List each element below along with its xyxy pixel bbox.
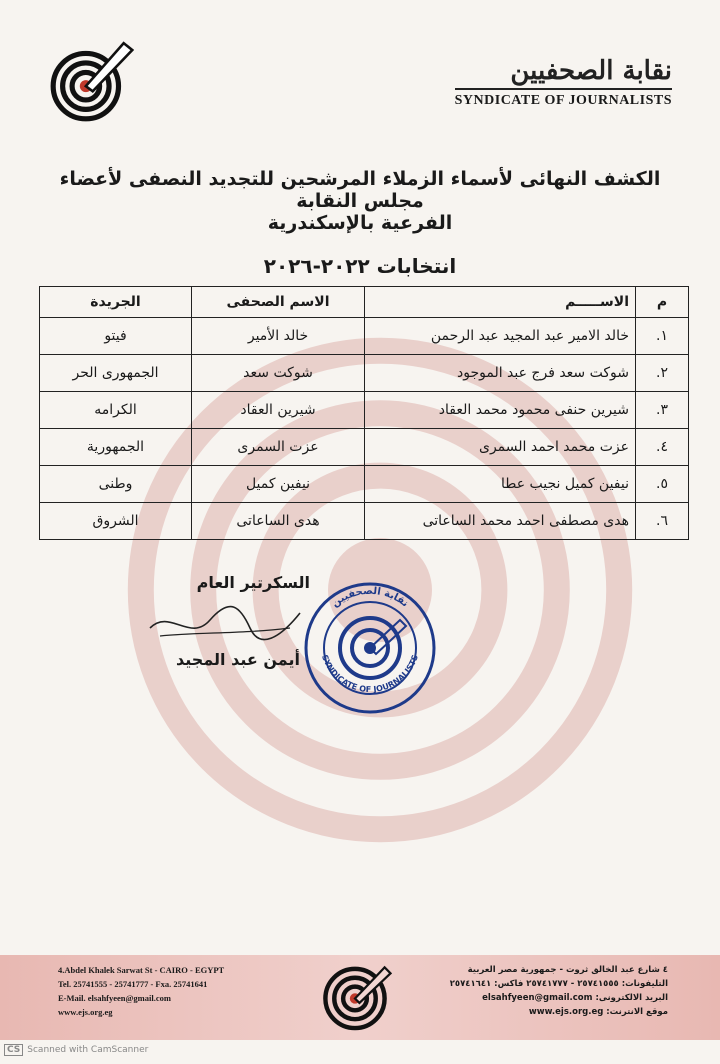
footer-address: 4.Abdel Khalek Sarwat St - CAIRO - EGYPT <box>58 965 225 975</box>
camscanner-badge <box>4 1044 148 1056</box>
row-paper: الجمهورية <box>40 429 192 466</box>
header-short-name: الاسم الصحفى <box>192 287 365 318</box>
footer-email: E-Mail. elsahfyeen@gmail.com <box>58 993 171 1003</box>
row-name: شيرين حنفى محمود محمد العقاد <box>365 392 636 429</box>
row-short-name: نيفين كميل <box>192 466 365 503</box>
secretary-name: أيمن عبد المجيد <box>176 650 300 669</box>
row-name: خالد الامير عبد المجيد عبد الرحمن <box>365 318 636 355</box>
row-paper: الكرامه <box>40 392 192 429</box>
row-num: ٥. <box>636 466 689 503</box>
footer-address-ar: ٤ شارع عبد الخالق ثروت - جمهورية مصر العربية <box>467 965 668 975</box>
brand-english: SYNDICATE OF JOURNALISTS <box>455 88 672 109</box>
row-short-name: هدى الساعاتى <box>192 503 365 540</box>
table-row <box>40 503 689 540</box>
footer-website: www.ejs.org.eg <box>58 1007 113 1017</box>
header-name: الاســـــم <box>365 287 636 318</box>
row-short-name: خالد الأمير <box>192 318 365 355</box>
footer-logo-icon <box>318 960 392 1034</box>
row-paper: وطنى <box>40 466 192 503</box>
footer-arabic <box>450 963 668 1019</box>
footer-english <box>58 963 224 1019</box>
syndicate-logo-icon <box>48 38 134 124</box>
row-name: شوكت سعد فرج عبد الموجود <box>365 355 636 392</box>
footer-phone: Tel. 25741555 - 25741777 - Fxa. 25741641 <box>58 979 208 989</box>
row-paper: الشروق <box>40 503 192 540</box>
stamp-english-text: SYNDICATE OF JOURNALISTS <box>320 653 420 695</box>
row-paper: فيتو <box>40 318 192 355</box>
table-row <box>40 429 689 466</box>
document-title-line3: انتخابات ٢٠٢٢-٢٠٢٦ <box>263 254 457 278</box>
row-num: ٢. <box>636 355 689 392</box>
table-row <box>40 392 689 429</box>
document-title-line1: الكشف النهائى لأسماء الزملاء المرشحين للتجديد النصفى لأعضاء مجلس النقابة <box>59 168 661 212</box>
row-paper: الجمهورى الحر <box>40 355 192 392</box>
row-num: ٤. <box>636 429 689 466</box>
header-paper: الجريدة <box>40 287 192 318</box>
brand-arabic: نقابة الصحفيين <box>510 56 672 86</box>
row-num: ٦. <box>636 503 689 540</box>
official-stamp-icon <box>300 578 440 718</box>
secretary-title: السكرتير العام <box>196 573 310 592</box>
row-name: هدى مصطفى احمد محمد الساعاتى <box>365 503 636 540</box>
signature-scribble-icon <box>140 598 310 648</box>
table-row <box>40 355 689 392</box>
row-num: ٣. <box>636 392 689 429</box>
table-row <box>40 318 689 355</box>
camscanner-text: Scanned with CamScanner <box>27 1045 149 1055</box>
row-num: ١. <box>636 318 689 355</box>
footer-email-ar: البريد الالكترونى: elsahfyeen@gmail.com <box>482 993 668 1003</box>
header-num: م <box>636 287 689 318</box>
table-row <box>40 466 689 503</box>
row-short-name: شيرين العقاد <box>192 392 365 429</box>
stamp-arabic-text: نقابة الصحفيين <box>329 585 411 610</box>
row-short-name: عزت السمرى <box>192 429 365 466</box>
document-title-line2: الفرعية بالإسكندرية <box>267 212 453 234</box>
row-name: عزت محمد احمد السمرى <box>365 429 636 466</box>
row-short-name: شوكت سعد <box>192 355 365 392</box>
footer-website-ar: موقع الانترنت: www.ejs.org.eg <box>528 1007 668 1017</box>
footer-phone-ar: التليفونات: ٢٥٧٤١٥٥٥ - ٢٥٧٤١٧٧٧ فاكس: ٢٥٧٤١٦٤١ <box>449 979 668 989</box>
row-name: نيفين كميل نجيب عطا <box>365 466 636 503</box>
brand-block <box>455 56 672 109</box>
candidates-table <box>39 286 689 540</box>
svg-text:SYNDICATE OF JOURNALISTS <box>320 653 420 694</box>
camscanner-mark: CS <box>4 1044 23 1056</box>
table-header-row <box>40 287 689 318</box>
